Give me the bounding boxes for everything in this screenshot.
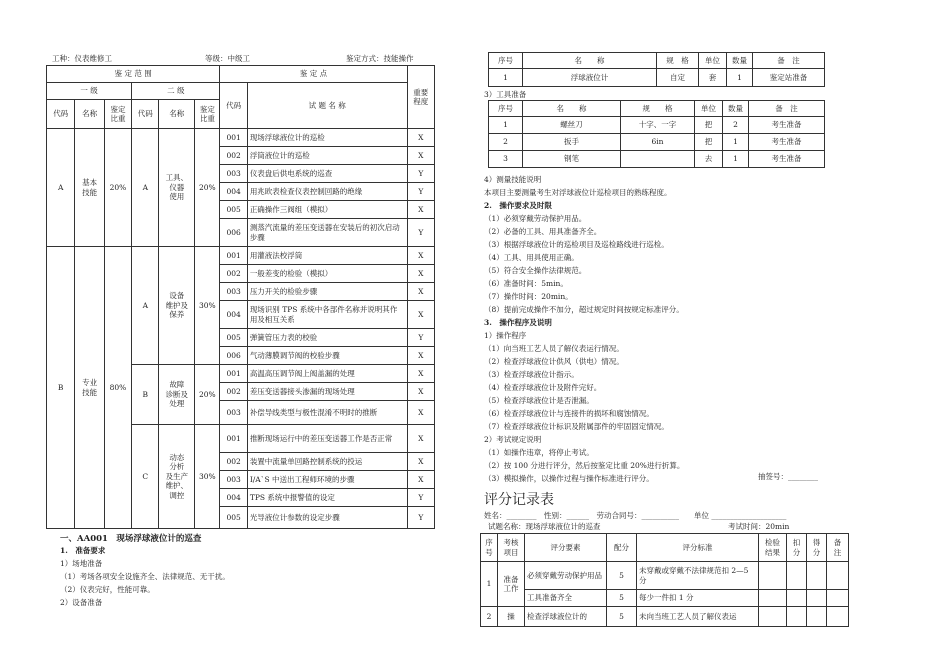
cell: 螺丝刀 (523, 117, 621, 134)
cell: 1 (489, 69, 523, 87)
site-prep-line: （1）考场各项安全设施齐全、法律规范、无干扰。 (60, 572, 230, 581)
item-name: 一般差变的检验（模拟） (247, 265, 407, 283)
level2-header: 二 级 (132, 83, 220, 100)
cell (621, 151, 695, 168)
item-importance: X (407, 425, 434, 453)
item-name: 用灌液法校浮筒 (247, 247, 407, 265)
cell: 操 (498, 607, 525, 627)
cell[interactable] (759, 562, 787, 590)
table-row (489, 134, 825, 151)
item-name: 气动薄膜调节阀的校验步骤 (247, 347, 407, 365)
cell[interactable] (787, 590, 807, 607)
group-name: 动态 分析 及生产 维护、 调控 (159, 425, 195, 529)
text-line: （7）检查浮球液位计标识及附属部件的牢固固定情况。 (484, 422, 669, 431)
text-line: 2）考试规定说明 (484, 435, 542, 444)
col-header: 得 分 (807, 534, 827, 562)
col-header: 评分标准 (637, 534, 759, 562)
appraisal-matrix-table (46, 65, 435, 529)
text-line: 4）测量技能说明 (484, 175, 542, 184)
text-line: （8）提前完成操作不加分，超过规定时间按规定标准评分。 (484, 305, 684, 314)
item-importance: X (407, 265, 434, 283)
item-name: 光导液位计参数的设定步骤 (247, 507, 407, 529)
score-sheet-title: 评分记录表 (484, 492, 554, 508)
item-importance: Y (407, 165, 434, 183)
group-ratio: 20% (195, 129, 220, 247)
item-importance: X (407, 147, 434, 165)
col-header: 备 注 (827, 534, 849, 562)
scope-header: 鉴 定 范 围 (47, 66, 220, 83)
section-title: 一、AA001 现场浮球液位计的巡查 (60, 534, 202, 544)
table-row (481, 590, 849, 607)
instructions-block (484, 175, 684, 487)
group-code: A (132, 129, 159, 247)
group-name: 设备 维护及 保养 (159, 247, 195, 365)
cell: 5 (607, 607, 637, 627)
cell[interactable] (787, 607, 807, 627)
cell: 2 (489, 134, 523, 151)
item-importance: Y (407, 489, 434, 507)
item-code: 002 (220, 453, 247, 471)
text-line: （1）必须穿戴劳动保护用品。 (484, 214, 587, 223)
col-header: 名 称 (523, 101, 621, 117)
prep-heading: 1. 准备要求 (60, 546, 106, 555)
exam-title: 试题名称：现场浮球液位计的巡查 (488, 522, 601, 531)
item-code: 002 (220, 147, 247, 165)
group-code: A (132, 247, 159, 365)
item-importance: X (407, 201, 434, 219)
item-name: 仪表盘后供电系统的巡查 (247, 165, 407, 183)
group-ratio: 30% (195, 247, 220, 365)
item-name: 现场浮球液位计的巡检 (247, 129, 407, 147)
item-code: 006 (220, 347, 247, 365)
text-line: （5）符合安全操作法律规范。 (484, 266, 587, 275)
text-line: 1）操作程序 (484, 331, 527, 340)
tools-table (488, 100, 825, 168)
table-row (481, 607, 849, 627)
col-header: 单位 (695, 101, 723, 117)
group-code: C (132, 425, 159, 529)
group-code: B (132, 365, 159, 425)
cell: 5 (607, 562, 637, 590)
group-ratio: 20% (195, 365, 220, 425)
text-line: （4）工具、用具使用正确。 (484, 253, 579, 262)
text-line: （3）检查浮球液位计指示。 (484, 370, 579, 379)
level1-header: 一 级 (47, 83, 132, 100)
text-line: （1）向当班工艺人员了解仪表运行情况。 (484, 344, 624, 353)
importance-header: 重要 程度 (407, 66, 434, 129)
text-line: （6）准备时间：5min。 (484, 279, 568, 288)
col-header: 数量 (723, 101, 749, 117)
cell: 1 (481, 562, 498, 607)
text-line: （6）检查浮球液位计与连接件的损坏和腐蚀情况。 (484, 409, 654, 418)
item-name: 压力开关的检验步骤 (247, 283, 407, 301)
equip-prep-label: 2）设备准备 (60, 598, 103, 607)
cell: 钢笔 (523, 151, 621, 168)
l2-name-header: 名称 (159, 100, 195, 129)
group-ratio: 30% (195, 425, 220, 529)
item-code: 005 (220, 201, 247, 219)
method-label: 鉴定方式：技能操作 (346, 54, 414, 63)
text-line: （2）检查浮球液位计供风（供电）情况。 (484, 357, 624, 366)
cell: 浮球液位计 (523, 69, 657, 87)
cell: 5 (607, 590, 637, 607)
cell: 鉴定站准备 (753, 69, 825, 87)
trade-label: 工种：仪表维修工 (52, 54, 112, 63)
text-line: （1）如操作违章，将停止考试。 (484, 448, 594, 457)
item-importance: Y (407, 183, 434, 201)
points-header: 鉴 定 点 (220, 66, 407, 83)
cell: 未穿戴或穿戴不法律规范扣 2—5 分 (637, 562, 759, 590)
table-row (489, 117, 825, 134)
item-name: I/A`S 中送出工程师环境的步骤 (247, 471, 407, 489)
site-prep-line: （2）仪表完好，性能可靠。 (60, 585, 155, 594)
item-name: 弹簧管压力表的校验 (247, 329, 407, 347)
item-code: 002 (220, 383, 247, 401)
cell: 必须穿戴劳动保护用品 (525, 562, 607, 590)
cell: 6in (621, 134, 695, 151)
text-line: （2）按 100 分进行评分，然后按鉴定比重 20%进行折算。 (484, 461, 685, 470)
item-name: TPS 系统中报警值的设定 (247, 489, 407, 507)
cell[interactable] (827, 607, 849, 627)
candidate-info: 姓名：________ 性别：______ 劳动合同号：__________ 单位 ____________________ (484, 511, 787, 520)
col-header: 扣 分 (787, 534, 807, 562)
cell: 每少一件扣 1 分 (637, 590, 759, 607)
cell: 考生准备 (749, 134, 825, 151)
cell: 扳手 (523, 134, 621, 151)
l1-ratio-header: 鉴定 比重 (104, 100, 131, 129)
item-importance: X (407, 347, 434, 365)
draw-number: 抽签号：________ (758, 472, 818, 481)
cell[interactable] (759, 590, 787, 607)
cat-a-code: A (47, 129, 75, 247)
item-code: 003 (220, 401, 247, 425)
cell: 未向当班工艺人员了解仪表运 (637, 607, 759, 627)
item-importance: X (407, 129, 434, 147)
point-code-header: 代码 (220, 83, 247, 129)
item-importance: X (407, 301, 434, 329)
item-importance: X (407, 247, 434, 265)
cat-b-code: B (47, 247, 75, 529)
item-code: 005 (220, 507, 247, 529)
item-name: 现场识别 TPS 系统中各部件名称并说明其作用及相互关系 (247, 301, 407, 329)
text-line: （2）必备的工具、用具准备齐全。 (484, 227, 602, 236)
group-name: 故障 诊断及 处理 (159, 365, 195, 425)
cell[interactable] (787, 562, 807, 590)
cell: 准备 工作 (498, 562, 525, 607)
site-prep-label: 1）场地准备 (60, 559, 103, 568)
item-name-header: 试 题 名 称 (247, 83, 407, 129)
cell: 十字、一字 (621, 117, 695, 134)
cat-a-name: 基本 技能 (75, 129, 104, 247)
cell: 3 (489, 151, 523, 168)
cell: 去 (695, 151, 723, 168)
cell: 检查浮球液位计的 (525, 607, 607, 627)
item-name: 浮筒液位计的巡检 (247, 147, 407, 165)
item-importance: X (407, 283, 434, 301)
col-header: 备 注 (753, 53, 825, 69)
level-label: 等级：中级工 (205, 54, 250, 63)
cell: 2 (723, 117, 749, 134)
col-header: 规 格 (621, 101, 695, 117)
table-row (489, 69, 825, 87)
col-header: 检验 结果 (759, 534, 787, 562)
item-code: 004 (220, 301, 247, 329)
l1-name-header: 名称 (75, 100, 104, 129)
col-header: 名 称 (523, 53, 657, 69)
cell: 1 (727, 69, 753, 87)
item-name: 高温高压调节阀上阀盖漏的处理 (247, 365, 407, 383)
score-table (480, 533, 849, 627)
item-name: 补偿导线类型与极性混淆不明时的推断 (247, 401, 407, 425)
l2-code-header: 代码 (132, 100, 159, 129)
col-header: 序 号 (481, 534, 498, 562)
cat-a-ratio: 20% (104, 129, 131, 247)
item-code: 005 (220, 329, 247, 347)
cell[interactable] (827, 562, 849, 590)
item-importance: Y (407, 219, 434, 247)
cell: 1 (723, 134, 749, 151)
cat-b-name: 专业 技能 (75, 247, 104, 529)
item-code: 001 (220, 425, 247, 453)
cell: 1 (723, 151, 749, 168)
col-header: 序号 (489, 53, 523, 69)
tools-title: 3）工具准备 (484, 90, 527, 99)
item-code: 004 (220, 183, 247, 201)
cell: 2 (481, 607, 498, 627)
table-row (481, 562, 849, 590)
item-importance: Y (407, 507, 434, 529)
item-name: 推断现场运行中的差压变送器工作是否正常 (247, 425, 407, 453)
item-importance: X (407, 471, 434, 489)
cat-b-ratio: 80% (104, 247, 131, 529)
item-code: 006 (220, 219, 247, 247)
cell: 1 (489, 117, 523, 134)
cell[interactable] (807, 562, 827, 590)
item-name: 差压变送器接头渗漏的现场处理 (247, 383, 407, 401)
item-code: 004 (220, 489, 247, 507)
cell: 把 (695, 117, 723, 134)
item-importance: X (407, 401, 434, 425)
table-row (489, 151, 825, 168)
item-name: 测蒸汽流量的差压变送器在安装后的初次启动步骤 (247, 219, 407, 247)
text-line: （5）检查浮球液位计是否泄漏。 (484, 396, 594, 405)
cell: 工具准备齐全 (525, 590, 607, 607)
item-importance: X (407, 365, 434, 383)
item-code: 001 (220, 365, 247, 383)
text-line: （3）模拟操作，以操作过程与操作标准进行评分。 (484, 474, 654, 483)
cell[interactable] (827, 590, 849, 607)
item-name: 用兆欧表检查仪表控制回路的绝缘 (247, 183, 407, 201)
item-code: 003 (220, 471, 247, 489)
text-line: （3）根据浮球液位计的巡检项目及巡检路线进行巡检。 (484, 240, 669, 249)
equipment-table (488, 52, 825, 87)
cell: 考生准备 (749, 117, 825, 134)
item-importance: X (407, 383, 434, 401)
item-code: 003 (220, 165, 247, 183)
item-code: 003 (220, 283, 247, 301)
col-header: 考核 项目 (498, 534, 525, 562)
text-line: （7）操作时间：20min。 (484, 292, 573, 301)
cell[interactable] (807, 607, 827, 627)
text-heading: 3. 操作程序及说明 (484, 318, 552, 327)
item-name: 正确操作三阀组（模拟） (247, 201, 407, 219)
text-line: （4）检查浮球液位计及附件完好。 (484, 383, 602, 392)
cell: 把 (695, 134, 723, 151)
col-header: 数量 (727, 53, 753, 69)
text-line: 本项目主要测量考生对浮球液位计巡检项目的熟练程度。 (484, 188, 672, 197)
item-name: 装置中流量单回路控制系统的投运 (247, 453, 407, 471)
item-importance: Y (407, 329, 434, 347)
item-code: 001 (220, 247, 247, 265)
col-header: 配分 (607, 534, 637, 562)
item-importance: X (407, 453, 434, 471)
item-code: 001 (220, 129, 247, 147)
cell[interactable] (759, 607, 787, 627)
l2-ratio-header: 鉴定 比重 (195, 100, 220, 129)
col-header: 评分要素 (525, 534, 607, 562)
col-header: 规 格 (657, 53, 699, 69)
text-heading: 2. 操作要求及时限 (484, 201, 552, 210)
col-header: 序号 (489, 101, 523, 117)
l1-code-header: 代码 (47, 100, 75, 129)
cell[interactable] (807, 590, 827, 607)
col-header: 单位 (699, 53, 727, 69)
item-code: 002 (220, 265, 247, 283)
cell: 自定 (657, 69, 699, 87)
col-header: 备 注 (749, 101, 825, 117)
group-name: 工具、 仪器 使用 (159, 129, 195, 247)
cell: 考生准备 (749, 151, 825, 168)
exam-time: 考试时间：20min (728, 522, 790, 531)
cell: 套 (699, 69, 727, 87)
